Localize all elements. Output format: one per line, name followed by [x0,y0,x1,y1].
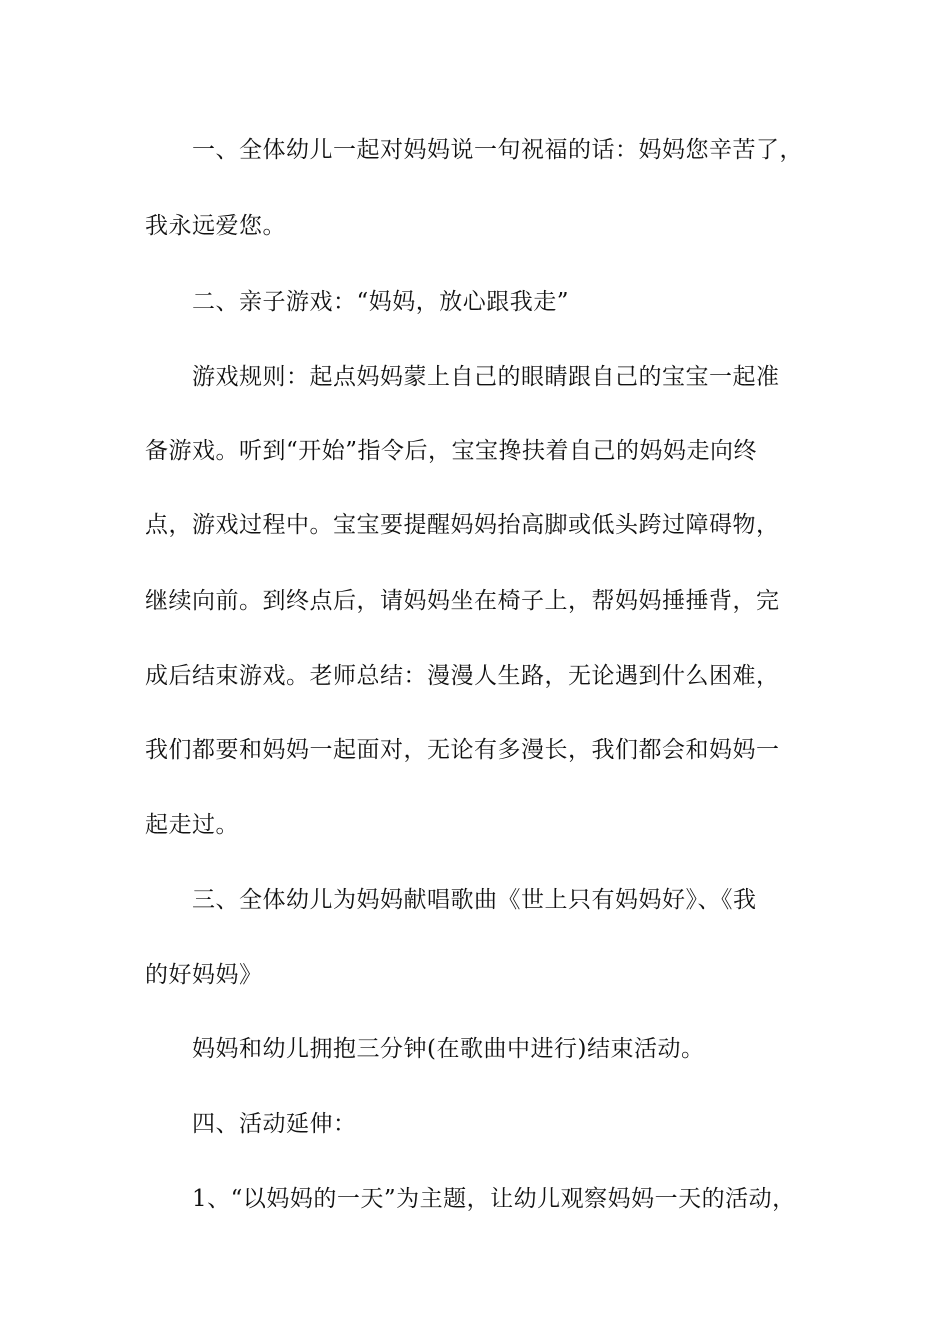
section-three-line-2: 的好妈妈》 [145,962,263,988]
section-four-heading: 四、活动延伸： [192,1111,357,1137]
section-two-heading: 二、亲子游戏：“妈妈，放心跟我走” [192,289,570,315]
section-three-line-1: 三、全体幼儿为妈妈献唱歌曲《世上只有妈妈好》、《我 [192,887,757,913]
section-one-line-2: 我永远爱您。 [145,213,286,239]
game-rules-line-7: 起走过。 [145,812,239,838]
game-rules-line-1: 游戏规则：起点妈妈蒙上自己的眼睛跟自己的宝宝一起准 [192,364,780,390]
game-rules-line-5: 成后结束游戏。老师总结：漫漫人生路，无论遇到什么困难， [145,663,780,689]
game-rules-line-2: 备游戏。听到“开始”指令后，宝宝搀扶着自己的妈妈走向终 [145,438,758,464]
game-rules-line-6: 我们都要和妈妈一起面对，无论有多漫长，我们都会和妈妈一 [145,737,780,763]
game-rules-line-3: 点，游戏过程中。宝宝要提醒妈妈抬高脚或低头跨过障碍物， [145,512,780,538]
game-rules-line-4: 继续向前。到终点后，请妈妈坐在椅子上，帮妈妈捶捶背，完 [145,588,780,614]
section-one-line-1: 一、全体幼儿一起对妈妈说一句祝福的话：妈妈您辛苦了， [192,137,803,163]
hug-activity-line: 妈妈和幼儿拥抱三分钟(在歌曲中进行)结束活动。 [192,1036,705,1062]
extension-item-1-line: 1、“以妈妈的一天”为主题，让幼儿观察妈妈一天的活动， [192,1186,796,1212]
